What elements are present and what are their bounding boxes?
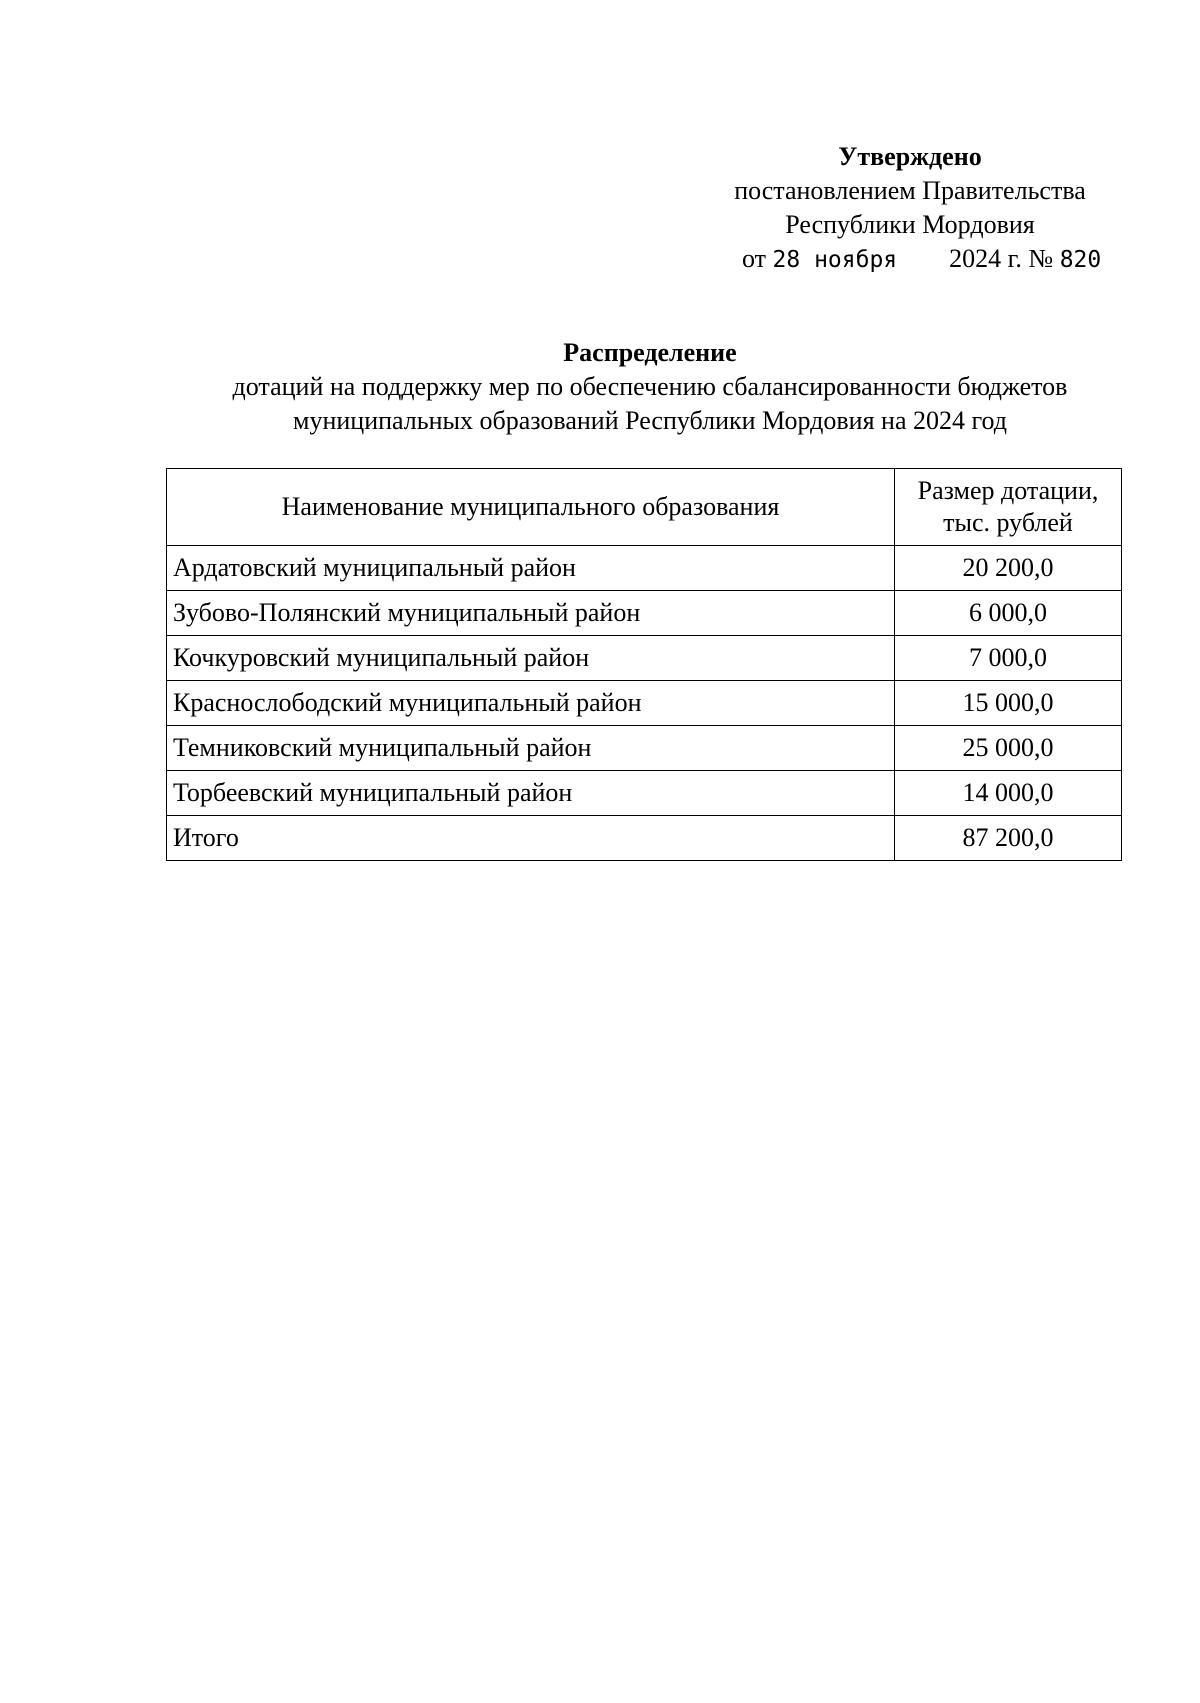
year-label: 2024 г. № bbox=[949, 244, 1054, 273]
row-name: Кочкуровский муниципальный район bbox=[167, 636, 895, 681]
table-row bbox=[167, 771, 1122, 816]
total-label: Итого bbox=[167, 816, 895, 861]
heading-line-2: муниципальных образований Республики Мордовия на 2024 год bbox=[293, 406, 1007, 435]
approval-date-line bbox=[700, 242, 1120, 277]
header-amount bbox=[895, 469, 1122, 546]
table-row bbox=[167, 636, 1122, 681]
row-name: Торбеевский муниципальный район bbox=[167, 771, 895, 816]
total-amount: 87 200,0 bbox=[895, 816, 1122, 861]
row-name: Краснослободский муниципальный район bbox=[167, 681, 895, 726]
distribution-table bbox=[166, 468, 1122, 861]
row-name: Темниковский муниципальный район bbox=[167, 726, 895, 771]
total-row bbox=[167, 816, 1122, 861]
header-amount-line-2: тыс. рублей bbox=[943, 508, 1073, 537]
approval-line-2: Республики Мордовия bbox=[785, 210, 1035, 239]
document-heading bbox=[140, 336, 1160, 438]
row-amount: 20 200,0 bbox=[895, 546, 1122, 591]
row-name: Зубово-Полянский муниципальный район bbox=[167, 591, 895, 636]
document-number: 820 bbox=[1059, 247, 1102, 273]
row-amount: 14 000,0 bbox=[895, 771, 1122, 816]
date-prefix: от bbox=[742, 244, 767, 273]
row-amount: 6 000,0 bbox=[895, 591, 1122, 636]
header-name: Наименование муниципального образования bbox=[167, 469, 895, 546]
approved-title: Утверждено bbox=[838, 142, 982, 171]
table-row bbox=[167, 681, 1122, 726]
table-row bbox=[167, 726, 1122, 771]
row-name: Ардатовский муниципальный район bbox=[167, 546, 895, 591]
heading-title: Распределение bbox=[563, 338, 737, 367]
date-filled: 28 ноября bbox=[772, 247, 898, 273]
table-row bbox=[167, 591, 1122, 636]
row-amount: 25 000,0 bbox=[895, 726, 1122, 771]
header-amount-line-1: Размер дотации, bbox=[917, 476, 1099, 505]
row-amount: 15 000,0 bbox=[895, 681, 1122, 726]
heading-line-1: дотаций на поддержку мер по обеспечению сбалансированности бюджетов bbox=[232, 372, 1068, 401]
row-amount: 7 000,0 bbox=[895, 636, 1122, 681]
table-row bbox=[167, 546, 1122, 591]
approval-line-1: постановлением Правительства bbox=[734, 176, 1086, 205]
approval-block bbox=[700, 140, 1120, 277]
table-header-row bbox=[167, 469, 1122, 546]
